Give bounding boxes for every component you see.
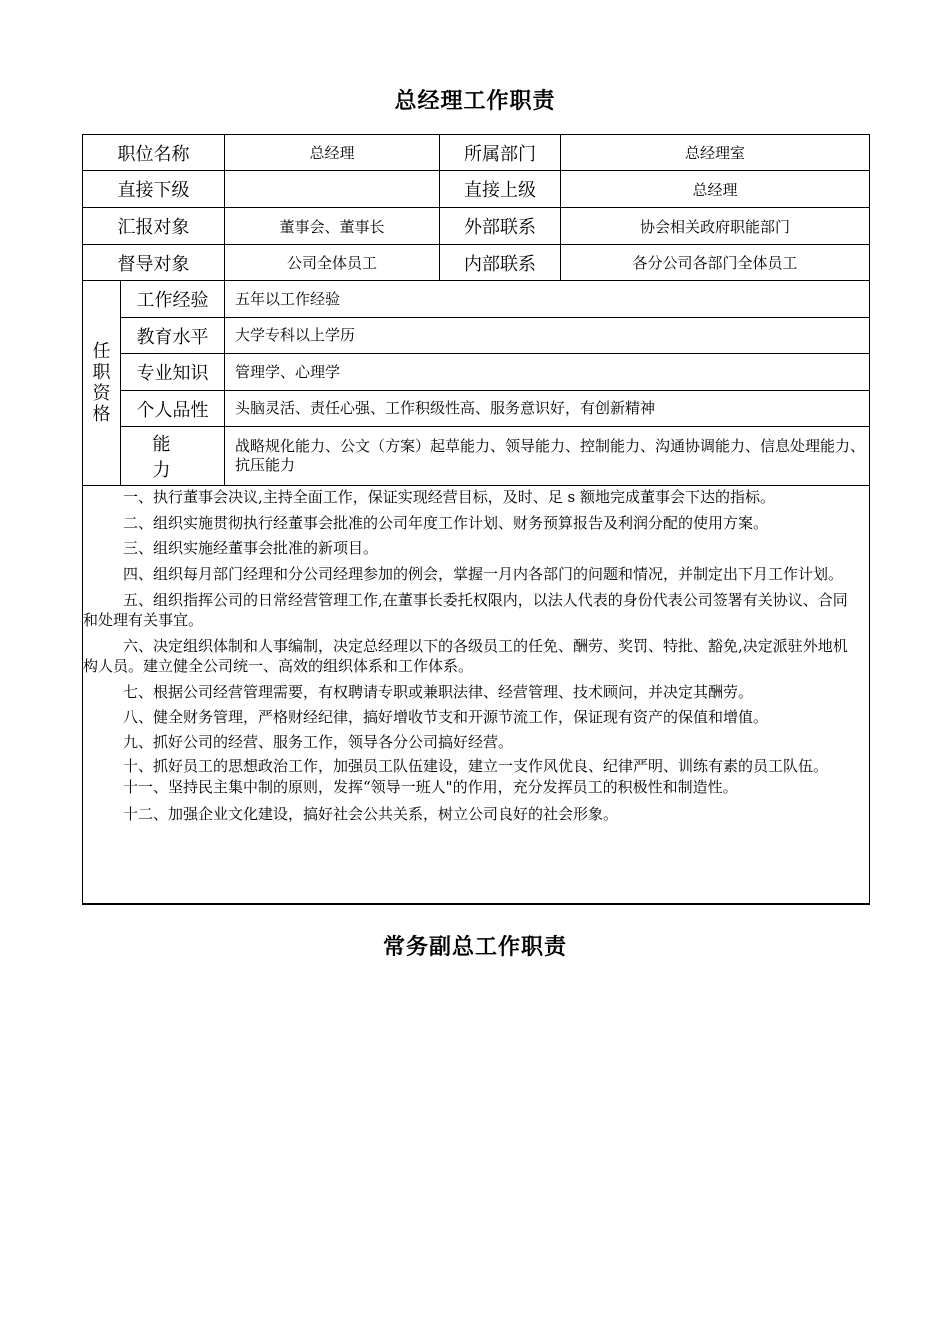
duty-item: 十、抓好员工的思想政治工作，加强员工队伍建设，建立一支作风优良、纪律严明、训练有素的员工队伍。 [123, 757, 829, 775]
internal-contact-value: 各分公司各部门全体员工 [561, 245, 870, 281]
duty-item: 一、执行董事会决议,主持全面工作，保证实现经营目标，及时、足 s 额地完成董事会下达的指标。 [123, 488, 776, 506]
duty-item: 六、决定组织体制和人事编制，决定总经理以下的各级员工的任免、酬劳、奖罚、特批、豁免,决定派驻外地机构人员。建立健全公司统一、高效的组织体系和工作体系。 [83, 637, 848, 675]
character-label: 个人品性 [121, 391, 225, 427]
position-name-value: 总经理 [225, 135, 440, 171]
job-info-table [82, 134, 870, 905]
table-row [83, 281, 870, 318]
next-section-title: 常务副总工作职责 [382, 934, 567, 960]
qualification-header-char: 格 [92, 404, 111, 425]
direct-subordinate-value [225, 171, 440, 208]
duty-item: 五、组织指挥公司的日常经营管理工作,在董事长委托权限内，以法人代表的身份代表公司签署有关协议、合同和处理有关事宜。 [83, 591, 848, 629]
duty-item: 三、组织实施经董事会批准的新项目。 [123, 539, 379, 557]
duty-item: 七、根据公司经营管理需要，有权聘请专职或兼职法律、经营管理、技术顾问，并决定其酬劳。 [123, 683, 754, 701]
qualification-header [83, 281, 121, 486]
supervise-value: 公司全体员工 [225, 245, 440, 281]
table-row [83, 486, 870, 904]
external-contact-label: 外部联系 [440, 208, 561, 245]
table-row [83, 171, 870, 208]
work-experience-value: 五年以工作经验 [225, 281, 870, 318]
qualification-header-char: 任 [92, 341, 111, 362]
position-name-label: 职位名称 [83, 135, 225, 171]
report-to-value: 董事会、董事长 [225, 208, 440, 245]
duty-item: 二、组织实施贯彻执行经董事会批准的公司年度工作计划、财务预算报告及利润分配的使用方案。 [123, 514, 769, 532]
work-experience-label: 工作经验 [121, 281, 225, 318]
external-contact-value: 协会相关政府职能部门 [561, 208, 870, 245]
direct-superior-value: 总经理 [561, 171, 870, 208]
table-row [83, 318, 870, 354]
duty-item: 十一、坚持民主集中制的原则，发挥“领导一班人"的作用，充分发挥员工的积极性和制造性。 [123, 778, 738, 796]
character-value: 头脑灵活、责任心强、工作积级性高、服务意识好，有创新精神 [225, 391, 870, 427]
ability-value: 战略规化能力、公文（方案）起草能力、领导能力、控制能力、沟通协调能力、信息处理能力、抗压能力 [225, 427, 870, 486]
duties-cell [83, 486, 870, 904]
table-row [83, 208, 870, 245]
education-label: 教育水平 [121, 318, 225, 354]
table-row [83, 135, 870, 171]
table-row [83, 427, 870, 486]
duties-list [83, 487, 861, 824]
ability-label-text: 能 力 [152, 434, 193, 481]
table-row [83, 391, 870, 427]
report-to-label: 汇报对象 [83, 208, 225, 245]
direct-superior-label: 直接上级 [440, 171, 561, 208]
qualification-header-char: 职 [92, 362, 111, 383]
duty-item: 八、健全财务管理，严格财经纪律，搞好增收节支和开源节流工作，保证现有资产的保值和增值。 [123, 708, 769, 726]
duty-item: 九、抓好公司的经营、服务工作，领导各分公司搞好经营。 [123, 733, 514, 751]
ability-label [121, 427, 225, 486]
supervise-label: 督导对象 [83, 245, 225, 281]
department-value: 总经理室 [561, 135, 870, 171]
knowledge-label: 专业知识 [121, 354, 225, 391]
department-label: 所属部门 [440, 135, 561, 171]
education-value: 大学专科以上学历 [225, 318, 870, 354]
table-row [83, 354, 870, 391]
knowledge-value: 管理学、心理学 [225, 354, 870, 391]
page-title: 总经理工作职责 [394, 88, 556, 114]
qualification-header-char: 资 [92, 383, 111, 404]
table-row [83, 245, 870, 281]
internal-contact-label: 内部联系 [440, 245, 561, 281]
duty-item: 四、组织每月部门经理和分公司经理参加的例会，掌握一月内各部门的问题和情况，并制定出下月工作计划。 [123, 565, 844, 583]
duty-item: 十二、加强企业文化建设，搞好社会公共关系，树立公司良好的社会形象。 [123, 805, 619, 823]
direct-subordinate-label: 直接下级 [83, 171, 225, 208]
